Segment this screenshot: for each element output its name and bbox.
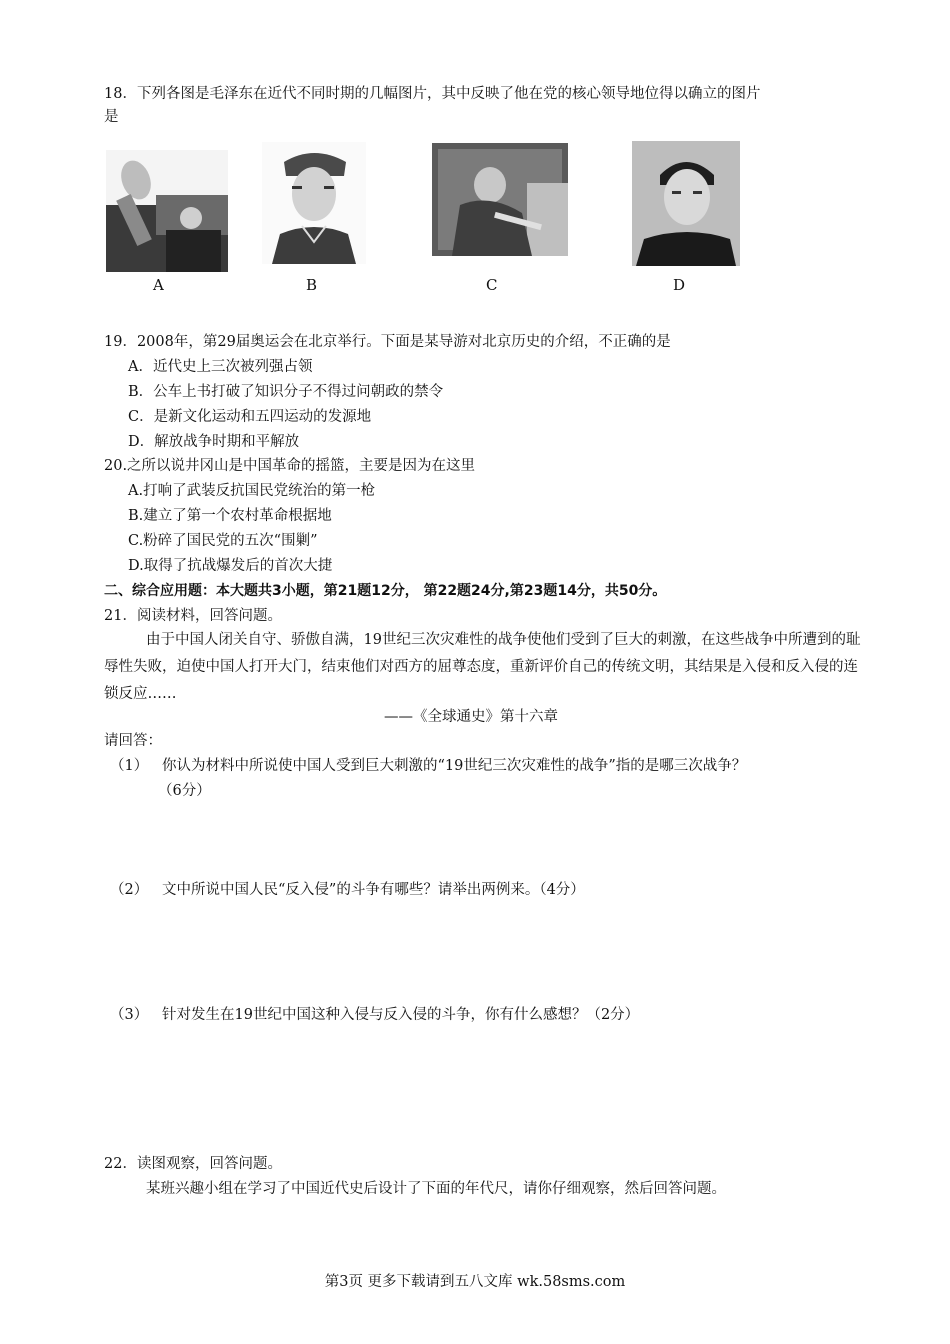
q20-stem: 20.之所以说井冈山是中国革命的摇篮，主要是因为在这里 (104, 458, 476, 474)
q21-sub1-number: （1） (110, 758, 149, 774)
q20-option-d: D.取得了抗战爆发后的首次大捷 (128, 558, 333, 574)
caption-c: C (486, 276, 498, 294)
q22-stem: 22．读图观察，回答问题。 (104, 1156, 282, 1172)
q21-sub2-number: （2） (110, 882, 149, 898)
q19-option-d: D．解放战争时期和平解放 (128, 434, 300, 450)
photo-a (106, 150, 228, 272)
q19-option-a: A．近代史上三次被列强占领 (128, 359, 313, 375)
q21-stem: 21．阅读材料，回答问题。 (104, 608, 282, 624)
q21-sub1-text: 你认为材料中所说使中国人受到巨大刺激的“19世纪三次灾难性的战争”指的是哪三次战争？ (162, 758, 747, 774)
q21-sub1-score: （6分） (158, 783, 211, 799)
caption-b: B (306, 276, 318, 294)
q19-option-c: C．是新文化运动和五四运动的发源地 (128, 409, 372, 425)
caption-a: A (153, 276, 164, 294)
photo-b (262, 142, 366, 264)
caption-d: D (673, 276, 686, 294)
q21-sub3-text: 针对发生在19世纪中国这种入侵与反入侵的斗争，你有什么感想？（2分） (162, 1007, 640, 1023)
page-footer: 第3页 更多下载请到五八文库 wk.58sms.com (324, 1274, 626, 1290)
q18-stem-line1: 18．下列各图是毛泽东在近代不同时期的几幅图片，其中反映了他在党的核心领导地位得以确立的图片 (104, 86, 761, 102)
q20-option-b: B.建立了第一个农村革命根据地 (128, 508, 332, 524)
q22-text: 某班兴趣小组在学习了中国近代史后设计了下面的年代尺，请你仔细观察，然后回答问题。 (146, 1181, 726, 1197)
q21-material: 由于中国人闭关自守、骄傲自满，19世纪三次灾难性的战争使他们受到了巨大的刺激，在这些战争中所遭到的耻辱性失败，迫使中国人打开大门，结束他们对西方的屈尊态度，重新评价自己的传统文明，其结果是入侵和反入侵的连锁反应…… (104, 632, 861, 702)
q21-sub2-text: 文中所说中国人民“反入侵”的斗争有哪些？请举出两例来。（4分） (162, 882, 585, 898)
q21-prompt: 请回答： (104, 733, 162, 749)
section2-heading: 二、综合应用题：本大题共3小题，第21题12分， 第22题24分,第23题14分，共50分。 (104, 583, 667, 599)
photo-d (632, 141, 740, 266)
photo-c (432, 143, 568, 256)
q21-source: ——《全球通史》第十六章 (384, 709, 558, 725)
q21-sub3-number: （3） (110, 1007, 149, 1023)
q18-stem-line2: 是 (104, 109, 119, 125)
q19-option-b: B．公车上书打破了知识分子不得过问朝政的禁令 (128, 384, 444, 400)
q20-option-a: A.打响了武装反抗国民党统治的第一枪 (128, 483, 376, 499)
q20-option-c: C.粉碎了国民党的五次“围剿” (128, 533, 318, 549)
q19-stem: 19．2008年，第29届奥运会在北京举行。下面是某导游对北京历史的介绍，不正确的是 (104, 334, 671, 350)
